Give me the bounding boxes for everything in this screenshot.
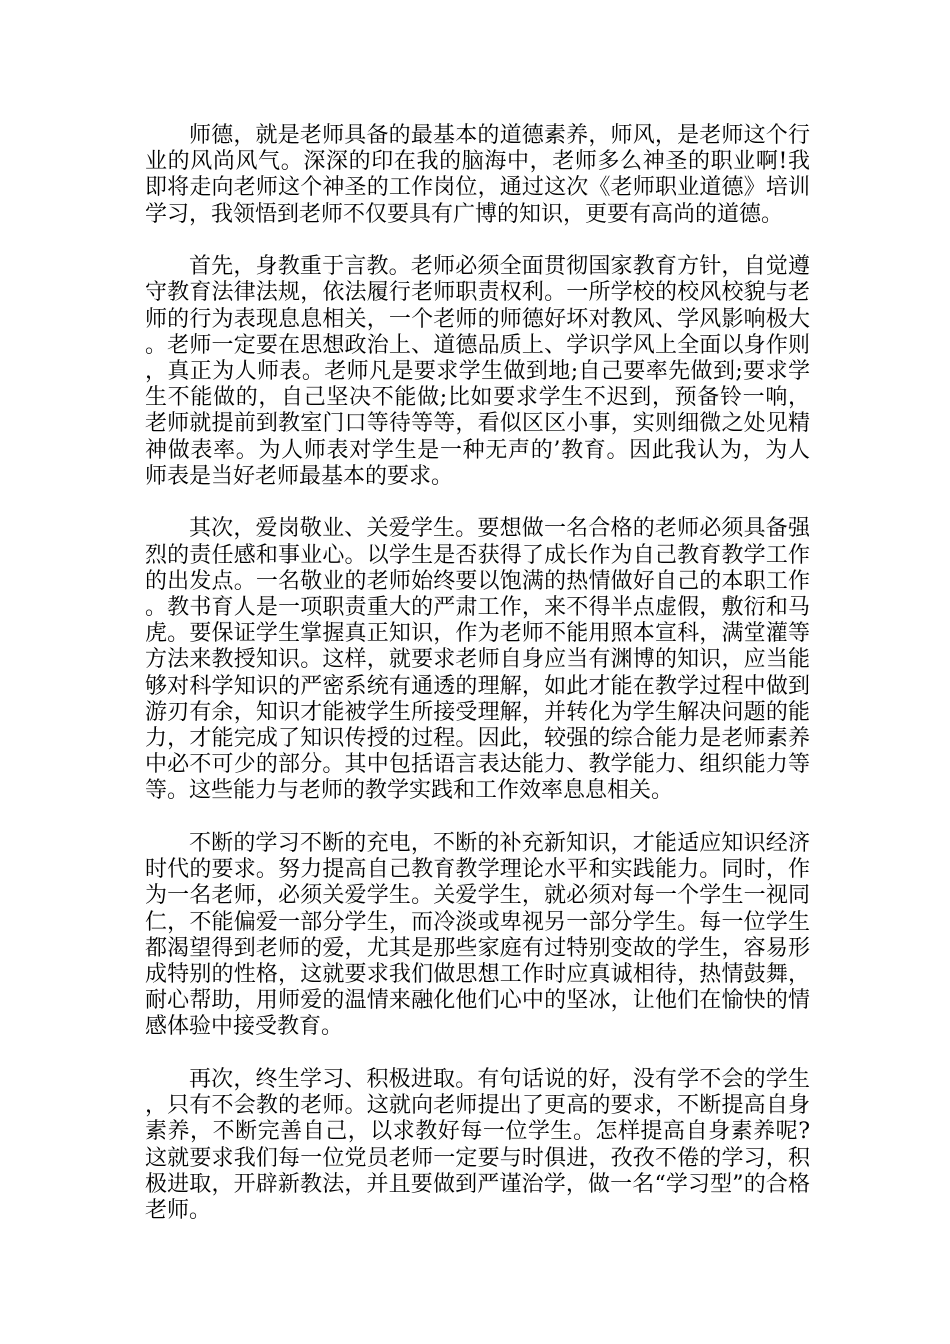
- paragraph-5: 再次，终生学习、积极进取。有句话说的好，没有学不会的学生，只有不会教的老师。这就向老师提出了更高的要求，不断提高自身素养，不断完善自己，以求教好每一位学生。怎样提高自身素养呢?这就要求我们每一位党员老师一定要与时俱进，孜孜不倦的学习，积极进取，开辟新教法，并且要做到严谨治学，做一名“学习型”的合格老师。: [145, 1067, 810, 1224]
- paragraph-4: 不断的学习不断的充电，不断的补充新知识，才能适应知识经济时代的要求。努力提高自己教育教学理论水平和实践能力。同时，作为一名老师，必须关爱学生。关爱学生，就必须对每一个学生一视同仁，不能偏爱一部分学生，而冷淡或卑视另一部分学生。每一位学生都渴望得到老师的爱，尤其是那些家庭有过特别变故的学生，容易形成特别的性格，这就要求我们做思想工作时应真诚相待，热情鼓舞，耐心帮助，用师爱的温情来融化他们心中的坚冰，让他们在愉快的情感体验中接受教育。: [145, 831, 810, 1040]
- document-body: [145, 123, 810, 1251]
- paragraph-2: 首先，身教重于言教。老师必须全面贯彻国家教育方针，自觉遵守教育法律法规，依法履行老师职责权利。一所学校的校风校貌与老师的行为表现息息相关，一个老师的师德好坏对教风、学风影响极大。老师一定要在思想政治上、道德品质上、学识学风上全面以身作则，真正为人师表。老师凡是要求学生做到地;自己要率先做到;要求学生不能做的，自己坚决不能做;比如要求学生不迟到，预备铃一响，老师就提前到教室门口等待等等，看似区区小事，实则细微之处见精神做表率。为人师表对学生是一种无声的’教育。因此我认为，为人师表是当好老师最基本的要求。: [145, 254, 810, 489]
- paragraph-3: 其次，爱岗敬业、关爱学生。要想做一名合格的老师必须具备强烈的责任感和事业心。以学生是否获得了成长作为自己教育教学工作的出发点。一名敬业的老师始终要以饱满的热情做好自己的本职工作。教书育人是一项职责重大的严肃工作，来不得半点虚假，敷衍和马虎。要保证学生掌握真正知识，作为老师不能用照本宣科，满堂灌等方法来教授知识。这样，就要求老师自身应当有渊博的知识，应当能够对科学知识的严密系统有通透的理解，如此才能在教学过程中做到游刃有余，知识才能被学生所接受理解，并转化为学生解决问题的能力，才能完成了知识传授的过程。因此，较强的综合能力是老师素养中必不可少的部分。其中包括语言表达能力、教学能力、组织能力等等。这些能力与老师的教学实践和工作效率息息相关。: [145, 516, 810, 804]
- paragraph-1: 师德，就是老师具备的最基本的道德素养，师风，是老师这个行业的风尚风气。深深的印在我的脑海中，老师多么神圣的职业啊!我即将走向老师这个神圣的工作岗位，通过这次《老师职业道德》培训学习，我领悟到老师不仅要具有广博的知识，更要有高尚的道德。: [145, 123, 810, 227]
